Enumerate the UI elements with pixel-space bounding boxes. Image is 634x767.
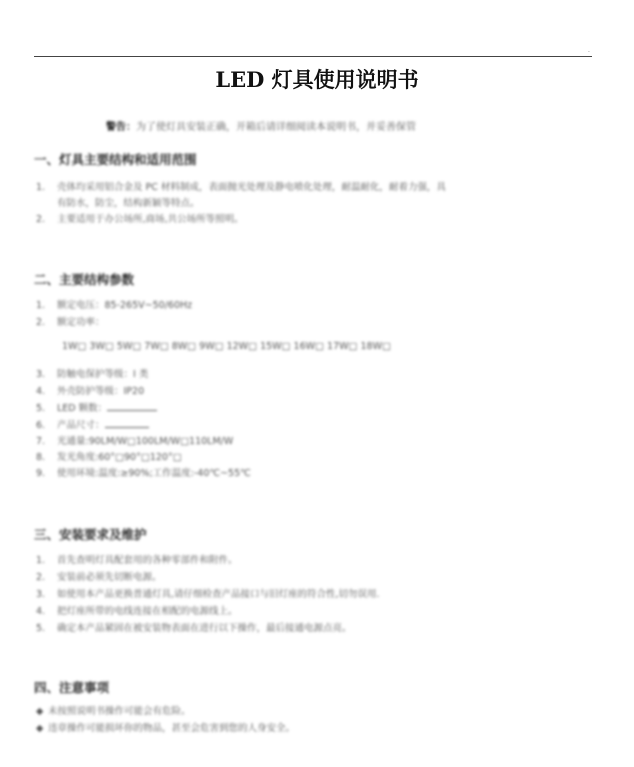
list-item: 4. 外壳防护等级：IP20 <box>36 386 145 397</box>
list-item: 6. 产品尺寸： <box>36 417 149 431</box>
list-item: 2. 安装前必须先切断电源。 <box>36 572 162 583</box>
list-item: 7. 光通量:90LM/W□100LM/W□110LM/W <box>36 436 234 447</box>
list-item: 5. 确定本产品紧固在被安装物表面在进行以下操作，最后接通电源点亮。 <box>36 623 352 634</box>
document-title: LED 灯具使用说明书 <box>215 67 419 92</box>
diamond-bullet-icon: ◆ <box>36 706 44 717</box>
fill-blank <box>105 418 149 428</box>
corner-mark: · <box>588 49 590 56</box>
list-item: 2. 主要适用于办公场所,商场,共公场所等照明。 <box>36 214 244 225</box>
list-item: ◆ 违章操作可能损坏你的物品，甚至会危害到您的人身安全。 <box>36 723 296 734</box>
section-heading-structure: 一、灯具主要结构和适用范围 <box>34 152 197 167</box>
list-item: 4. 把灯座所带的电线连接在相配的电源线上。 <box>36 606 238 617</box>
list-item: 3. 防触电保护等级：I 类 <box>36 369 149 380</box>
list-item: 5. LED 颗数： <box>36 400 157 414</box>
list-item: 1. 壳体均采用铝合金及 PC 材料制成，表面抛光处理及静电喷化处理，耐温耐化，耐着力强，具 <box>36 182 446 193</box>
warning-label: 警告： <box>106 122 136 133</box>
list-item: 3. 如使用本产品更换普通灯具,请仔细检查产品接口与旧灯座的符合性,切勿误用. <box>36 589 380 600</box>
list-item: 2. 额定功率： <box>36 317 105 328</box>
section-heading-installation: 三、安装要求及维护 <box>34 527 147 542</box>
list-item: 8. 发光角度:60°□90°□120°□ <box>36 452 182 463</box>
list-item-continued: 有防水，防尘，结构新颖等特点。 <box>57 198 200 209</box>
warning-text: 为了使灯具安装正确，开箱后请详细阅读本说明书，并妥善保管 <box>136 122 416 133</box>
header-rule <box>34 56 592 57</box>
diamond-bullet-icon: ◆ <box>36 723 44 734</box>
section-heading-notes: 四、注意事项 <box>34 680 110 695</box>
section-heading-parameters: 二、主要结构参数 <box>34 272 135 287</box>
list-item: 9. 使用环境:温度:≥90%;工作温度:-40℃~55℃ <box>36 468 251 479</box>
list-item: 1. 额定电压：85-265V~50/60Hz <box>36 300 193 311</box>
fill-blank <box>107 401 157 411</box>
power-options: 1W□ 3W□ 5W□ 7W□ 8W□ 9W□ 12W□ 15W□ 16W□ 17W□ 18W□ <box>62 341 391 352</box>
list-item: ◆ 未按照说明书操作可能会有危险。 <box>36 706 191 717</box>
list-item: 1. 首先查明灯具配套用的各种零部件和附件。 <box>36 555 238 566</box>
warning-line <box>106 118 416 133</box>
